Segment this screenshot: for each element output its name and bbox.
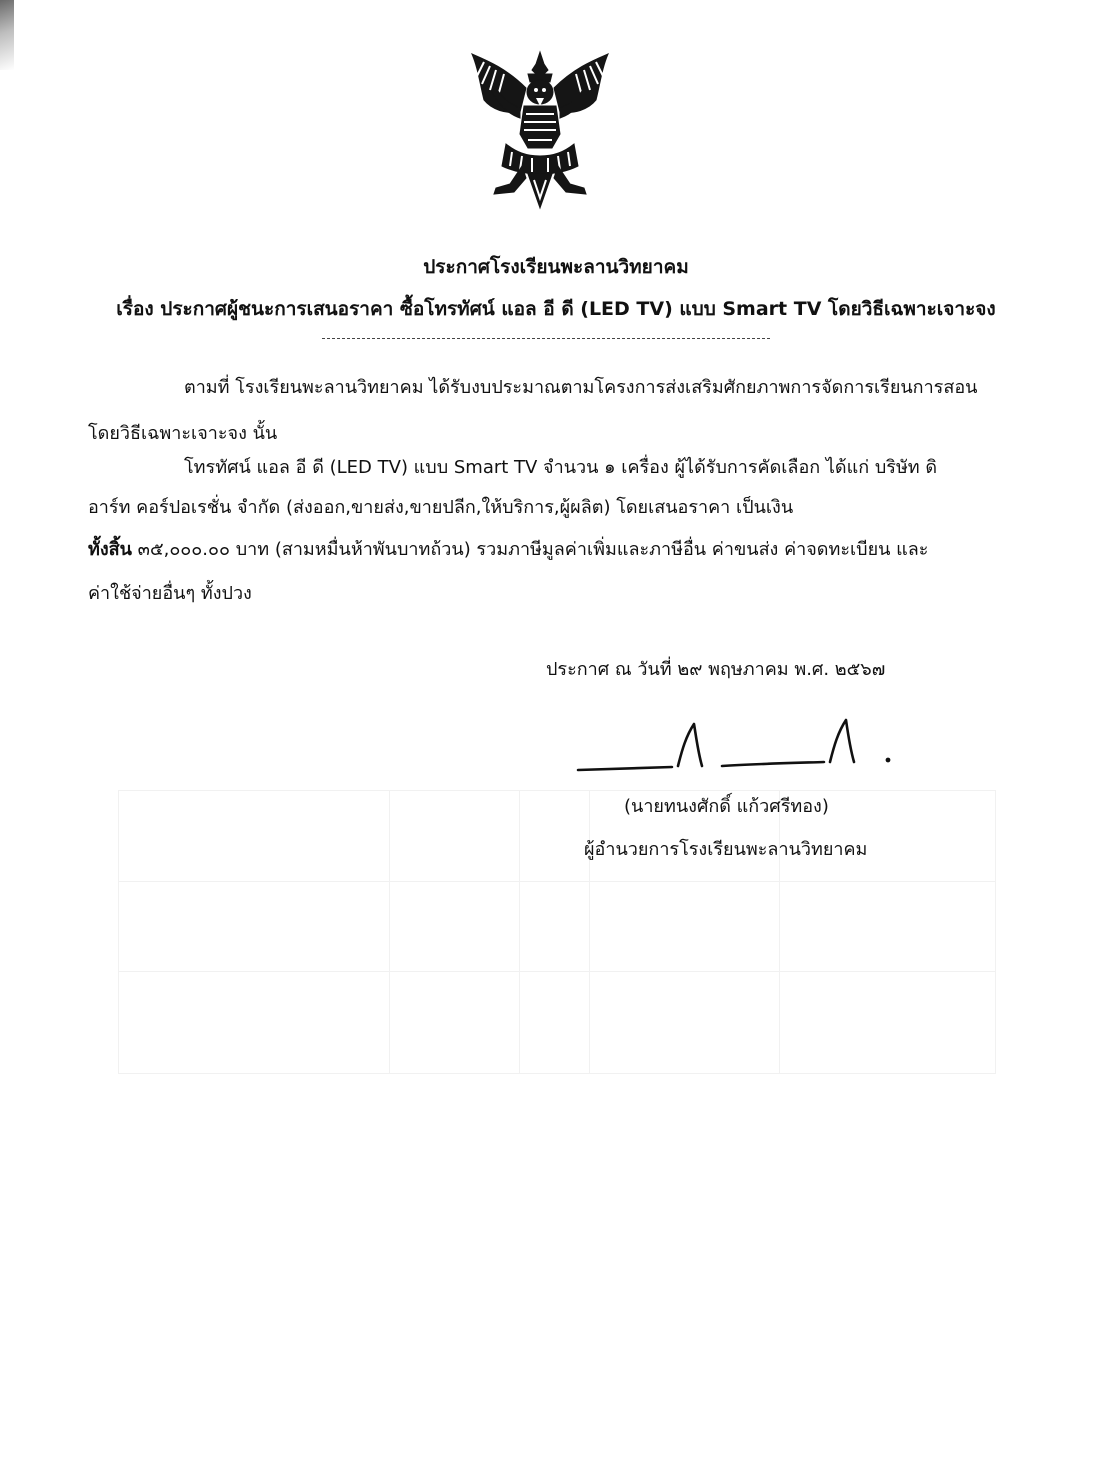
signer-title: ผู้อำนวยการโรงเรียนพะลานวิทยาคม bbox=[584, 839, 868, 860]
body-paragraph-line bbox=[88, 538, 928, 562]
bleed-through-table bbox=[118, 790, 996, 1074]
total-amount-text: ๓๕,๐๐๐.๐๐ บาท (สามหมื่นห้าพันบาทถ้วน) รวมภาษีมูลค่าเพิ่มและภาษีอื่น ค่าขนส่ง ค่าจดทะเบียน และ bbox=[131, 539, 929, 560]
body-paragraph-line: อาร์ท คอร์ปอเรชั่น จำกัด (ส่งออก,ขายส่ง,ขายปลีก,ให้บริการ,ผู้ผลิต) โดยเสนอราคา เป็นเงิน bbox=[88, 497, 794, 518]
body-paragraph-line: ค่าใช้จ่ายอื่นๆ ทั้งปวง bbox=[88, 583, 252, 604]
body-paragraph-line: โดยวิธีเฉพาะเจาะจง นั้น bbox=[88, 423, 278, 444]
announcement-title: ประกาศโรงเรียนพะลานวิทยาคม bbox=[423, 256, 689, 278]
signer-name: (นายทนงศักดิ์ แก้วศรีทอง) bbox=[624, 796, 829, 817]
body-paragraph-line: ตามที่ โรงเรียนพะลานวิทยาคม ได้รับงบประมาณตามโครงการส่งเสริมศักยภาพการจัดการเรียนการสอน bbox=[184, 377, 978, 398]
body-paragraph-line: โทรทัศน์ แอล อี ดี (LED TV) แบบ Smart TV จำนวน ๑ เครื่อง ผู้ได้รับการคัดเลือก ได้แก่ บริษัท ดิ bbox=[184, 457, 938, 478]
separator-rule bbox=[322, 338, 770, 339]
total-label: ทั้งสิ้น bbox=[88, 539, 132, 560]
announcement-date: ประกาศ ณ วันที่ ๒๙ พฤษภาคม พ.ศ. ๒๕๖๗ bbox=[546, 659, 886, 680]
garuda-emblem-icon bbox=[466, 48, 614, 210]
announcement-subject: เรื่อง ประกาศผู้ชนะการเสนอราคา ซื้อโทรทัศน์ แอล อี ดี (LED TV) แบบ Smart TV โดยวิธีเฉพาะเจาะจง bbox=[116, 298, 996, 320]
scan-shadow-edge bbox=[0, 0, 14, 70]
handwritten-signature bbox=[572, 700, 902, 780]
